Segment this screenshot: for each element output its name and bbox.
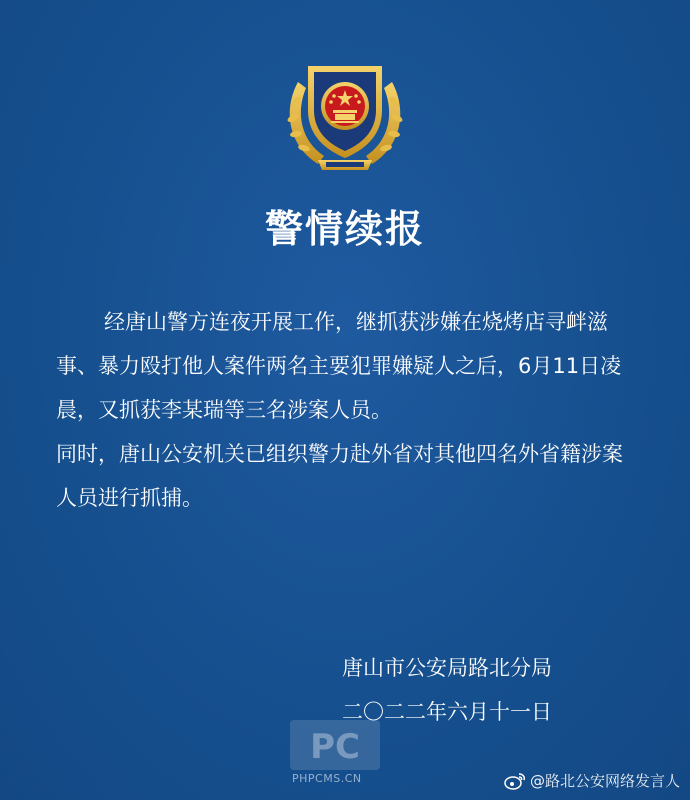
watermark-logo-text: PC [310,727,360,767]
notice-body [56,300,636,520]
weibo-attribution [504,770,680,791]
signature-org: 唐山市公安局路北分局 [342,656,552,680]
notice-paragraph: 同时，唐山公安机关已组织警力赴外省对其他四名外省籍涉案人员进行抓捕。 [56,442,623,510]
signature-date: 二〇二二年六月十一日 [342,700,552,724]
weibo-handle[interactable]: @路北公安网络发言人 [529,772,680,790]
watermark-site-text: PHPCMS.CN [292,772,362,785]
weibo-icon [504,772,526,790]
watermark-logo [290,720,380,770]
notice-paragraph: 经唐山警方连夜开展工作，继抓获涉嫌在烧烤店寻衅滋事、暴力殴打他人案件两名主要犯罪嫌疑人之后，6月11日凌晨，又抓获李某瑞等三名涉案人员。 [56,310,622,422]
notice-title: 警情续报 [264,207,425,251]
police-emblem-icon [278,52,412,180]
